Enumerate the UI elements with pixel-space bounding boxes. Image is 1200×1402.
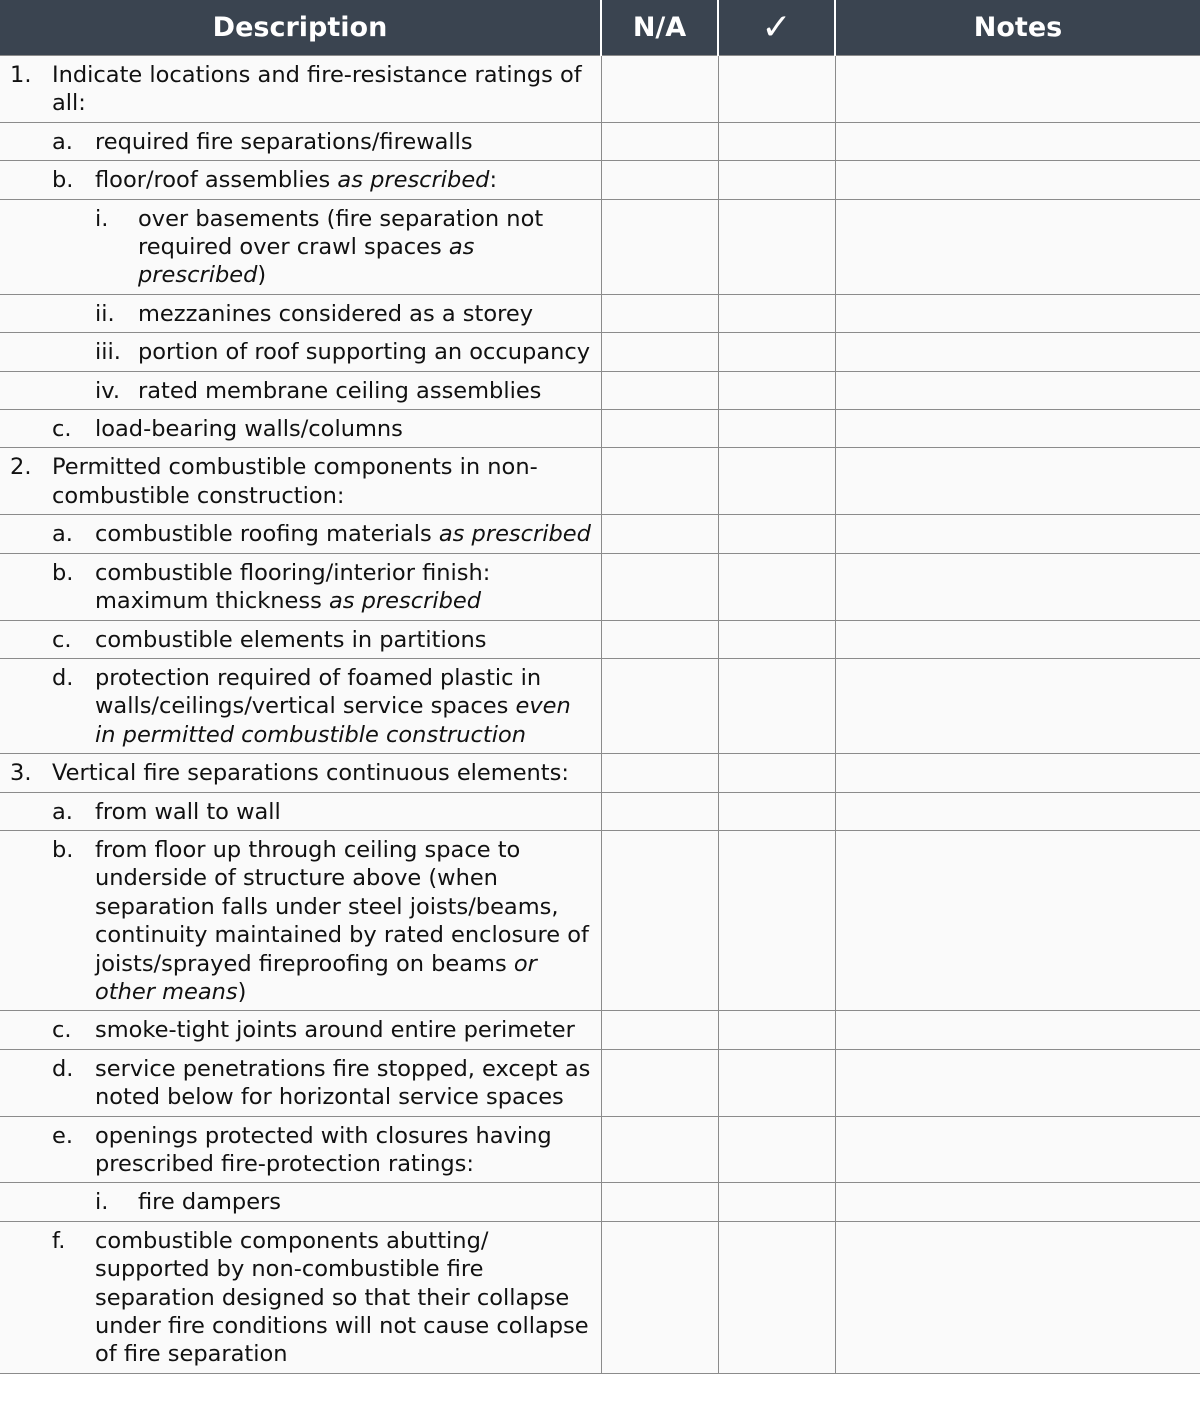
description-cell xyxy=(0,294,601,332)
check-cell[interactable] xyxy=(718,830,835,1010)
table-row xyxy=(0,754,1200,792)
item-text-segment: rated membrane ceiling assemblies xyxy=(138,377,542,404)
list-item xyxy=(0,205,595,290)
list-item xyxy=(0,836,595,1006)
table-row xyxy=(0,56,1200,123)
na-cell[interactable] xyxy=(601,658,718,753)
check-cell[interactable] xyxy=(718,371,835,409)
notes-cell[interactable] xyxy=(835,1011,1200,1049)
table-row xyxy=(0,792,1200,830)
list-item xyxy=(0,759,595,787)
item-text xyxy=(52,453,595,510)
item-marker: b. xyxy=(52,559,74,586)
check-cell[interactable] xyxy=(718,553,835,620)
item-text xyxy=(95,626,595,654)
na-cell[interactable] xyxy=(601,754,718,792)
description-cell xyxy=(0,754,601,792)
notes-cell[interactable] xyxy=(835,410,1200,448)
item-marker: d. xyxy=(52,1055,74,1082)
item-marker: i. xyxy=(95,205,109,232)
notes-cell[interactable] xyxy=(835,122,1200,160)
header-description: Description xyxy=(0,0,601,56)
table-row xyxy=(0,1116,1200,1183)
table-row xyxy=(0,553,1200,620)
na-cell[interactable] xyxy=(601,371,718,409)
list-item xyxy=(0,559,595,616)
list-item xyxy=(0,166,595,194)
notes-cell[interactable] xyxy=(835,161,1200,199)
table-row xyxy=(0,1221,1200,1373)
list-item xyxy=(0,453,595,510)
notes-cell[interactable] xyxy=(835,830,1200,1010)
item-marker: c. xyxy=(52,626,72,653)
item-text xyxy=(95,559,595,616)
na-cell[interactable] xyxy=(601,199,718,294)
item-text-segment: Vertical fire separations continuous elements: xyxy=(52,760,569,787)
description-cell xyxy=(0,199,601,294)
item-text-segment: from wall to wall xyxy=(95,798,281,825)
notes-cell[interactable] xyxy=(835,1116,1200,1183)
item-text-segment: mezzanines considered as a storey xyxy=(138,300,534,327)
na-cell[interactable] xyxy=(601,161,718,199)
list-item xyxy=(0,1055,595,1112)
check-cell[interactable] xyxy=(718,1221,835,1373)
item-text xyxy=(95,520,595,548)
list-item xyxy=(0,664,595,749)
item-text xyxy=(52,759,595,787)
table-row xyxy=(0,1011,1200,1049)
description-cell xyxy=(0,410,601,448)
notes-cell[interactable] xyxy=(835,1183,1200,1221)
header-na: N/A xyxy=(601,0,718,56)
item-marker: a. xyxy=(52,798,73,825)
notes-cell[interactable] xyxy=(835,1049,1200,1116)
notes-cell[interactable] xyxy=(835,515,1200,553)
item-marker: 3. xyxy=(10,760,32,787)
table-row xyxy=(0,830,1200,1010)
item-text xyxy=(138,300,595,328)
check-cell[interactable] xyxy=(718,410,835,448)
check-cell[interactable] xyxy=(718,448,835,515)
item-text-segment: openings protected with closures having prescribed fire-protection ratings: xyxy=(95,1122,552,1177)
notes-cell[interactable] xyxy=(835,1221,1200,1373)
item-text xyxy=(95,166,595,194)
description-cell xyxy=(0,553,601,620)
description-cell xyxy=(0,1049,601,1116)
description-cell xyxy=(0,122,601,160)
item-text xyxy=(138,377,595,405)
list-item xyxy=(0,1188,595,1216)
table-row xyxy=(0,658,1200,753)
item-text xyxy=(95,836,595,1006)
item-text-segment: protection required of foamed plastic in walls/ceilings/vertical service spaces xyxy=(95,664,542,720)
description-cell xyxy=(0,448,601,515)
item-text-segment: required fire separations/firewalls xyxy=(95,128,473,155)
item-text xyxy=(95,1055,595,1112)
check-cell[interactable] xyxy=(718,1049,835,1116)
description-cell xyxy=(0,515,601,553)
table-row xyxy=(0,1183,1200,1221)
list-item xyxy=(0,128,595,156)
na-cell[interactable] xyxy=(601,830,718,1010)
description-cell xyxy=(0,792,601,830)
list-item xyxy=(0,300,595,328)
item-text-segment: fire dampers xyxy=(138,1189,282,1216)
notes-cell[interactable] xyxy=(835,658,1200,753)
na-cell[interactable] xyxy=(601,1049,718,1116)
na-cell[interactable] xyxy=(601,1011,718,1049)
item-text xyxy=(52,61,595,118)
item-marker: iv. xyxy=(95,377,120,404)
item-text xyxy=(95,1227,595,1369)
item-marker: b. xyxy=(52,167,74,194)
notes-cell[interactable] xyxy=(835,56,1200,123)
table-row xyxy=(0,1049,1200,1116)
table-body xyxy=(0,56,1200,1374)
notes-cell[interactable] xyxy=(835,199,1200,294)
item-marker: d. xyxy=(52,664,74,691)
item-text-segment: : xyxy=(489,167,498,194)
notes-cell[interactable] xyxy=(835,620,1200,658)
item-text xyxy=(95,1016,595,1044)
item-marker: f. xyxy=(52,1227,66,1254)
item-text xyxy=(138,205,595,290)
list-item xyxy=(0,798,595,826)
item-marker: iii. xyxy=(95,339,121,366)
item-text-emphasis: as prescribed xyxy=(438,521,591,548)
item-text-segment: combustible roofing materials xyxy=(95,521,439,548)
item-text-segment: Indicate locations and fire-resistance ratings of all: xyxy=(52,62,582,117)
description-cell xyxy=(0,333,601,371)
description-cell xyxy=(0,1011,601,1049)
item-text-segment: over basements (fire separation not required over crawl spaces xyxy=(138,205,544,261)
description-cell xyxy=(0,56,601,123)
check-cell[interactable] xyxy=(718,1011,835,1049)
item-text-segment: portion of roof supporting an occupancy xyxy=(138,339,591,366)
notes-cell[interactable] xyxy=(835,553,1200,620)
item-marker: a. xyxy=(52,128,73,155)
table-row xyxy=(0,122,1200,160)
item-text-emphasis: or other means xyxy=(95,950,537,1005)
list-item xyxy=(0,61,595,118)
item-text-segment: combustible components abutting/ supported by non-combustible fire separation designed so that their collapse under fire conditions will not cause collapse of fire separation xyxy=(95,1227,589,1368)
item-text xyxy=(138,338,595,366)
item-text-segment: ) xyxy=(257,262,267,289)
check-cell[interactable] xyxy=(718,161,835,199)
item-marker: e. xyxy=(52,1122,73,1149)
na-cell[interactable] xyxy=(601,294,718,332)
table-row xyxy=(0,620,1200,658)
item-text-emphasis: as prescribed xyxy=(328,588,482,615)
item-marker: b. xyxy=(52,836,74,863)
notes-cell[interactable] xyxy=(835,448,1200,515)
item-text xyxy=(95,128,595,156)
item-text xyxy=(95,798,595,826)
description-cell xyxy=(0,161,601,199)
header-notes: Notes xyxy=(835,0,1200,56)
description-cell xyxy=(0,371,601,409)
check-cell[interactable] xyxy=(718,294,835,332)
list-item xyxy=(0,338,595,366)
item-marker: ii. xyxy=(95,300,115,327)
table-row xyxy=(0,199,1200,294)
notes-cell[interactable] xyxy=(835,754,1200,792)
check-cell[interactable] xyxy=(718,1183,835,1221)
check-cell[interactable] xyxy=(718,658,835,753)
check-cell[interactable] xyxy=(718,754,835,792)
table-row xyxy=(0,371,1200,409)
list-item xyxy=(0,415,595,443)
check-cell[interactable] xyxy=(718,333,835,371)
description-cell xyxy=(0,830,601,1010)
na-cell[interactable] xyxy=(601,553,718,620)
item-marker: i. xyxy=(95,1189,109,1216)
item-text-segment: smoke-tight joints around entire perimeter xyxy=(95,1017,575,1044)
list-item xyxy=(0,1016,595,1044)
list-item xyxy=(0,377,595,405)
check-cell[interactable] xyxy=(718,515,835,553)
notes-cell[interactable] xyxy=(835,792,1200,830)
item-text-segment: service penetrations fire stopped, except as noted below for horizontal service spaces xyxy=(95,1055,591,1111)
notes-cell[interactable] xyxy=(835,371,1200,409)
check-cell[interactable] xyxy=(718,199,835,294)
item-text-emphasis: as prescribed xyxy=(138,234,475,289)
list-item xyxy=(0,626,595,654)
item-text xyxy=(95,415,595,443)
check-cell[interactable] xyxy=(718,56,835,123)
check-cell[interactable] xyxy=(718,620,835,658)
na-cell[interactable] xyxy=(601,410,718,448)
description-cell xyxy=(0,658,601,753)
item-marker: 2. xyxy=(10,454,32,481)
item-marker: 1. xyxy=(10,62,32,88)
check-cell[interactable] xyxy=(718,792,835,830)
notes-cell[interactable] xyxy=(835,333,1200,371)
description-cell xyxy=(0,1116,601,1183)
description-cell xyxy=(0,1221,601,1373)
table-row xyxy=(0,294,1200,332)
item-text xyxy=(95,664,595,749)
na-cell[interactable] xyxy=(601,515,718,553)
item-text-segment: ) xyxy=(237,978,247,1005)
item-text-segment: load-bearing walls/columns xyxy=(95,416,403,443)
table-row xyxy=(0,448,1200,515)
na-cell[interactable] xyxy=(601,792,718,830)
item-text-segment: combustible flooring/interior finish: maximum thickness xyxy=(95,559,491,615)
na-cell[interactable] xyxy=(601,448,718,515)
na-cell[interactable] xyxy=(601,1183,718,1221)
na-cell[interactable] xyxy=(601,620,718,658)
list-item xyxy=(0,1227,595,1369)
item-marker: c. xyxy=(52,1017,72,1044)
item-text-emphasis: as prescribed xyxy=(337,167,490,194)
item-marker: c. xyxy=(52,416,72,443)
item-text-segment: combustible elements in partitions xyxy=(95,626,487,653)
notes-cell[interactable] xyxy=(835,294,1200,332)
na-cell[interactable] xyxy=(601,1221,718,1373)
check-cell[interactable] xyxy=(718,1116,835,1183)
na-cell[interactable] xyxy=(601,1116,718,1183)
item-text-segment: Permitted combustible components in non-combustible construction: xyxy=(52,454,538,509)
item-text xyxy=(95,1122,595,1179)
item-marker: a. xyxy=(52,521,73,548)
item-text-segment: floor/roof assemblies xyxy=(95,167,338,194)
table-row xyxy=(0,515,1200,553)
na-cell[interactable] xyxy=(601,333,718,371)
table-row xyxy=(0,410,1200,448)
table-row xyxy=(0,161,1200,199)
item-text-segment: from floor up through ceiling space to underside of structure above (when separation falls under steel joists/beams, continuity maintained by rated enclosure of joists/sprayed fireproofing on beams xyxy=(95,836,589,977)
checkmark-icon: ✓ xyxy=(761,6,792,48)
description-cell xyxy=(0,620,601,658)
header-check xyxy=(718,0,835,56)
item-text xyxy=(138,1188,595,1216)
list-item xyxy=(0,520,595,548)
na-cell[interactable] xyxy=(601,122,718,160)
list-item xyxy=(0,1122,595,1179)
check-cell[interactable] xyxy=(718,122,835,160)
na-cell[interactable] xyxy=(601,56,718,123)
item-text-emphasis: even in permitted combustible construction xyxy=(95,693,571,748)
table-row xyxy=(0,333,1200,371)
table-header xyxy=(0,0,1200,56)
description-cell xyxy=(0,1183,601,1221)
